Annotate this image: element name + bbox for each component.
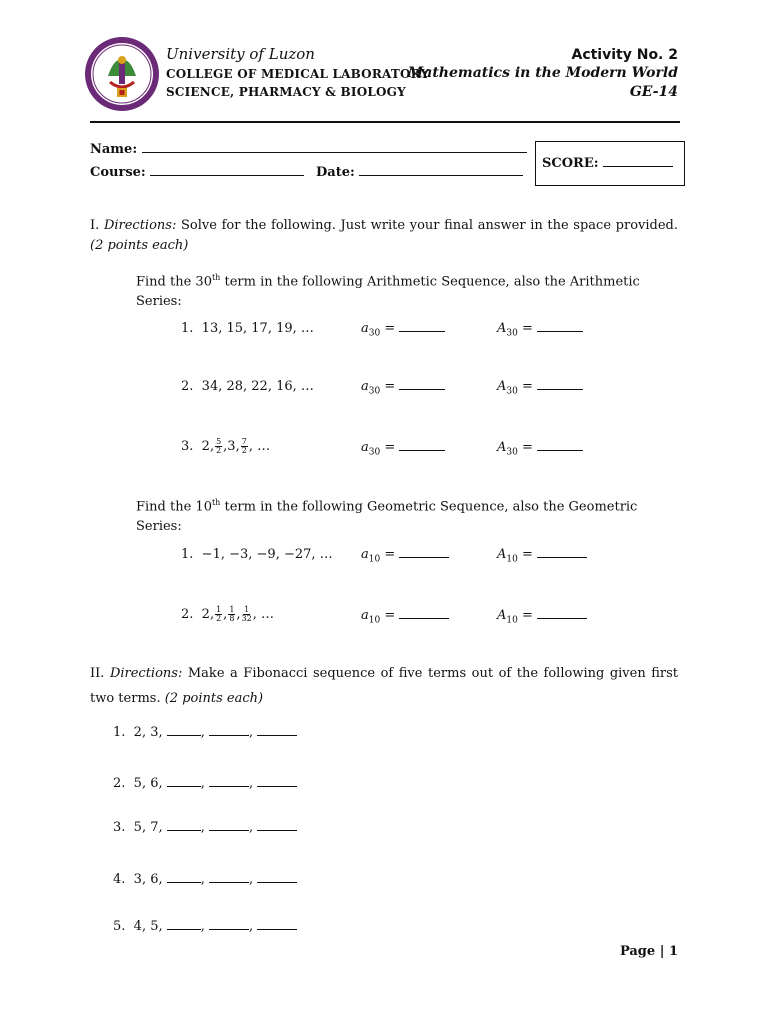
fib-blank[interactable]	[209, 776, 249, 787]
subject-title: Mathematics in the Modern World	[407, 65, 678, 81]
fib-item-num: 2.	[113, 776, 126, 791]
college-name-line1: COLLEGE OF MEDICAL LABORATORY	[166, 67, 430, 81]
geo-item-1-seq: −1, −3, −9, −27, …	[201, 547, 333, 562]
geo-intro-sup: th	[211, 498, 221, 507]
fib-blank[interactable]	[167, 725, 201, 736]
geo-item-2-num: 2.	[181, 607, 194, 622]
fib-blank[interactable]	[167, 872, 201, 883]
fraction-1-32: $\frac{1}{32}$	[241, 605, 252, 623]
score-field[interactable]	[542, 154, 673, 171]
arith-item-2-seq: 34, 28, 22, 16, …	[201, 379, 314, 394]
arith-item-1-seq: 13, 15, 17, 19, …	[201, 321, 314, 336]
part1-directions-label: Directions:	[103, 218, 177, 233]
answer-blank[interactable]	[537, 608, 587, 619]
fib-item-given: 3, 6,	[133, 872, 163, 887]
college-name-line2: SCIENCE, PHARMACY & BIOLOGY	[166, 85, 406, 99]
name-label: Name:	[90, 142, 138, 157]
fib-item-3: 3. 5, 7, , ,	[113, 820, 297, 835]
fib-blank[interactable]	[209, 725, 249, 736]
geo-intro-text-a: Find the 10	[136, 499, 212, 515]
arith-item-1-num: 1.	[181, 321, 194, 336]
fraction-1-8: $\frac{1}{8}$	[229, 605, 235, 623]
fib-blank[interactable]	[167, 776, 201, 787]
arith-intro-sup: th	[211, 273, 221, 282]
page-number	[620, 944, 678, 959]
geo-intro	[136, 493, 656, 537]
geo-intro-text-b: term in the following Geometric Sequence, also the Geometric Series:	[136, 499, 638, 535]
date-label: Date:	[316, 165, 355, 180]
fib-blank[interactable]	[257, 872, 297, 883]
date-field[interactable]	[316, 163, 523, 180]
course-label: Course:	[90, 165, 146, 180]
answer-blank[interactable]	[537, 440, 583, 451]
course-code: GE-14	[629, 84, 678, 100]
fib-item-4: 4. 3, 6, , ,	[113, 872, 297, 887]
fib-item-2: 2. 5, 6, , ,	[113, 776, 297, 791]
part2-directions	[90, 661, 678, 711]
university-seal	[84, 36, 160, 112]
part1-points: (2 points each)	[90, 238, 189, 253]
arith-intro-text-b: term in the following Arithmetic Sequence, also the Arithmetic Series:	[136, 274, 640, 310]
fraction-1-2: $\frac{1}{2}$	[216, 605, 222, 623]
part2-directions-text: Make a Fibonacci sequence of five terms out of the following given first two terms.	[90, 666, 679, 706]
fib-blank[interactable]	[209, 872, 249, 883]
course-line[interactable]	[150, 163, 304, 176]
part1-directions	[90, 216, 678, 256]
geo-2-A10-answer[interactable]: $A_{10}$ =	[497, 608, 587, 626]
geo-1-A10-answer[interactable]: $A_{10}$ =	[497, 547, 587, 565]
fib-blank[interactable]	[257, 820, 297, 831]
arith-item-3-mid: ,3,	[223, 439, 240, 454]
course-field[interactable]	[90, 163, 304, 180]
answer-blank[interactable]	[399, 321, 445, 332]
page-label: Page	[619, 944, 656, 959]
arith-2-A30-answer[interactable]: $A_{30}$ =	[497, 379, 583, 397]
page-separator: |	[659, 944, 665, 959]
activity-number: Activity No. 2	[571, 47, 678, 63]
part2-directions-label: Directions:	[109, 666, 183, 681]
fib-blank[interactable]	[257, 725, 297, 736]
part2-numeral: II.	[90, 666, 105, 681]
arith-item-3	[181, 438, 270, 455]
arith-item-3-end: , …	[248, 439, 271, 454]
fib-blank[interactable]	[257, 776, 297, 787]
fib-item-given: 2, 3,	[133, 725, 163, 740]
fib-item-num: 4.	[113, 872, 126, 887]
answer-blank[interactable]	[399, 440, 445, 451]
fib-blank[interactable]	[167, 919, 201, 930]
university-name: University of Luzon	[166, 45, 315, 63]
arith-3-A30-answer[interactable]: $A_{30}$ =	[497, 440, 583, 458]
name-line[interactable]	[142, 140, 527, 153]
fib-item-given: 5, 6,	[133, 776, 163, 791]
arith-item-3-start: 2,	[201, 439, 215, 454]
answer-blank[interactable]	[537, 379, 583, 390]
fib-item-1: 1. 2, 3, , ,	[113, 725, 297, 740]
geo-1-a10-answer[interactable]: $a_{10}$ =	[361, 547, 449, 565]
fib-item-given: 5, 7,	[133, 820, 163, 835]
arith-item-2-num: 2.	[181, 379, 194, 394]
fib-blank[interactable]	[167, 820, 201, 831]
geo-item-1	[181, 547, 333, 562]
arith-1-a30-answer[interactable]: $a_{30}$ =	[361, 321, 445, 339]
fib-item-5: 5. 4, 5, , ,	[113, 919, 297, 934]
answer-blank[interactable]	[537, 547, 587, 558]
arith-1-A30-answer[interactable]: $A_{30}$ =	[497, 321, 583, 339]
geo-item-1-num: 1.	[181, 547, 194, 562]
page-number-value: 1	[668, 944, 678, 959]
fib-item-num: 5.	[113, 919, 126, 934]
fib-blank[interactable]	[257, 919, 297, 930]
geo-item-2-start: 2,	[201, 607, 215, 622]
geo-item-2-end: , …	[252, 607, 274, 622]
arith-item-3-num: 3.	[181, 439, 194, 454]
part1-directions-text: Solve for the following. Just write your final answer in the space provided.	[181, 218, 679, 233]
answer-blank[interactable]	[399, 547, 449, 558]
fraction-5-2: $\frac{5}{2}$	[216, 437, 222, 455]
date-line[interactable]	[359, 163, 523, 176]
score-line[interactable]	[603, 154, 673, 167]
answer-blank[interactable]	[399, 608, 449, 619]
part1-numeral: I.	[90, 218, 100, 233]
arith-item-1	[181, 321, 314, 336]
arith-intro-text-a: Find the 30	[136, 274, 212, 290]
fib-item-num: 3.	[113, 820, 126, 835]
fib-blank[interactable]	[209, 820, 249, 831]
header-divider	[90, 121, 680, 123]
geo-2-a10-answer[interactable]: $a_{10}$ =	[361, 608, 449, 626]
score-label: SCORE:	[542, 156, 599, 171]
arith-2-a30-answer[interactable]: $a_{30}$ =	[361, 379, 445, 397]
name-field[interactable]	[90, 140, 527, 157]
fraction-7-2: $\frac{7}{2}$	[241, 437, 247, 455]
fib-blank[interactable]	[209, 919, 249, 930]
arith-item-2	[181, 379, 314, 394]
answer-blank[interactable]	[537, 321, 583, 332]
fib-item-given: 4, 5,	[133, 919, 163, 934]
fib-item-num: 1.	[113, 725, 126, 740]
geo-item-2: 2. 2, $\frac{1}{2}$ , $\frac{1}{8}$ , $\frac{1}{32}$ , …	[181, 605, 274, 623]
answer-blank[interactable]	[399, 379, 445, 390]
arith-intro	[136, 268, 656, 312]
part2-points: (2 points each)	[164, 691, 264, 706]
arith-3-a30-answer[interactable]: $a_{30}$ =	[361, 440, 445, 458]
